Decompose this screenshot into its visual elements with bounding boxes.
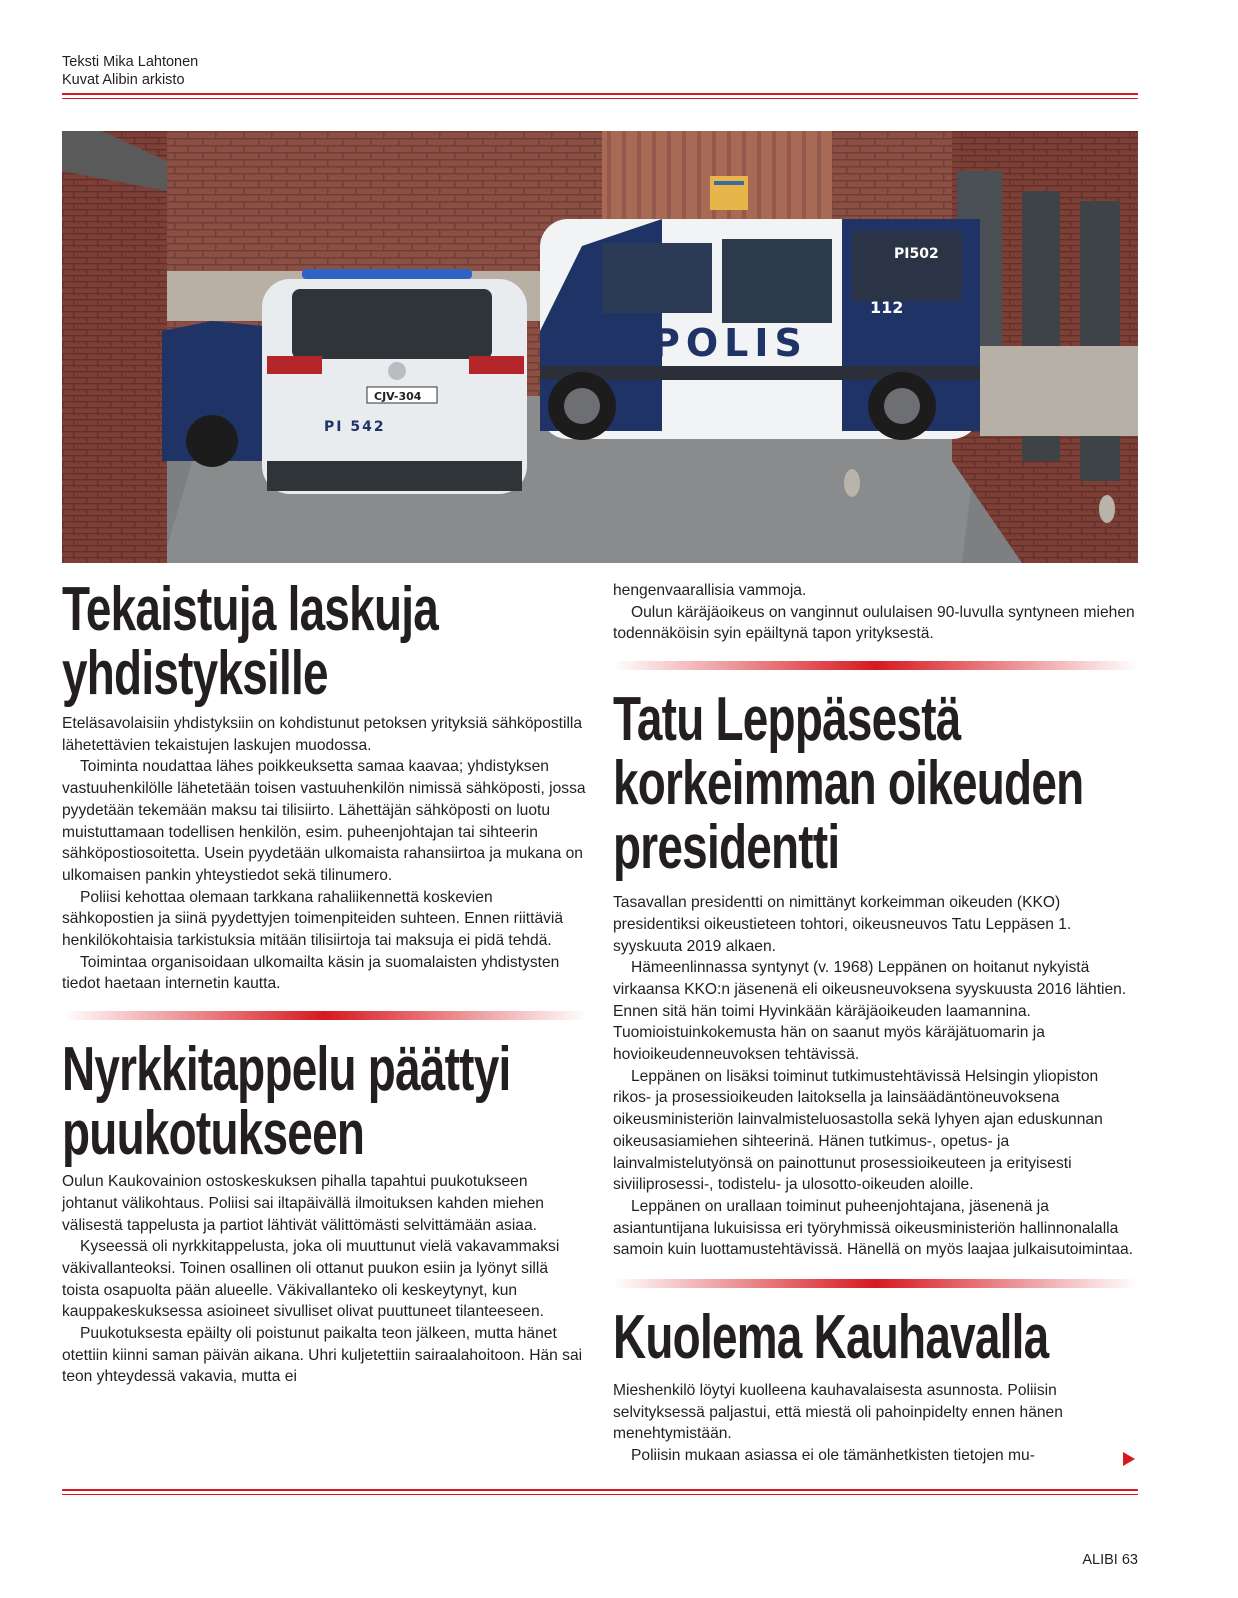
page-folio: ALIBI 63	[1082, 1552, 1138, 1568]
article-1-body	[62, 713, 587, 995]
article-2-paragraph-3-continued: hengenvaarallisia vammoja.	[613, 582, 807, 599]
article-2-paragraph-4: Oulun käräjäoikeus on vanginnut oululaisen 90-luvulla syntyneen miehen todennäköisin syin epäiltynä tapon yrityksestä.	[613, 603, 1135, 643]
article-3-title	[613, 685, 1084, 883]
article-3-body	[613, 892, 1138, 1261]
bottom-rule	[62, 1489, 1138, 1491]
article-4-title-line-1: Kuolema Kauhavalla	[613, 1303, 1049, 1373]
article-1-paragraph-1: Eteläsavolaisiin yhdistyksiin on kohdistunut petoksen yrityksiä sähköpostilla lähetettävien tekaistujen laskujen muodossa.	[62, 715, 583, 754]
article-1-paragraph-2: Toiminta noudattaa lähes poikkeuksetta samaa kaavaa; yhdistyksen vastuuhenkilölle lähetetään toisen vastuuhenkilön nimissä sähköposti, jossa pyydetään tekemään maksu tai tilisiirto. Lähettäjän sähköposti on luotu muistuttamaan todellisen henkilön, esim. puheenjohtajan tai sihteerin sähköpostiosoitetta. Usein pyydetään ulkomaista rahansiirtoa ja mukana on ulkomaisen pankin yhteystiedot sekä tilinumero.	[62, 758, 586, 884]
text-credit-label: Teksti	[62, 54, 100, 70]
top-rule-thin	[62, 98, 1138, 99]
van-text: POLIS	[652, 321, 808, 365]
car-plate: CJV-304	[374, 390, 422, 403]
article-2-paragraph-2: Kyseessä oli nyrkkitappelusta, joka oli muuttunut vielä vakavammaksi väkivallanteoksi. Toinen osallinen oli ottanut puukon esiin ja lyönyt sillä toista osapuolta pään alueelle. Väkivallanteko oli keskeytynyt, kun kauppakeskuksessa asioineet sivulliset olivat puuttuneet tilanteeseen.	[62, 1238, 560, 1321]
photo-credit	[62, 71, 198, 89]
column-left	[62, 575, 587, 1388]
photo-credit-label: Kuvat	[62, 72, 100, 88]
article-3-paragraph-2: Hämeenlinnassa syntynyt (v. 1968) Leppänen on hoitanut nykyistä virkaansa KKO:n jäsenenä eli oikeusneuvoksena syyskuusta 2016 lähtien. Ennen sitä hän toimi Hyvinkään käräjäoikeuden laamannina. Tuomioistuinkokemusta hän on saanut myös käräjätuomarin ja hovioikeudenneuvoksen tehtävissä.	[613, 959, 1127, 1064]
photo-credit-name: Alibin arkisto	[102, 72, 185, 88]
article-4-title	[613, 1303, 1049, 1373]
article-2-paragraph-3: Puukotuksesta epäilty oli poistunut paikalta teon jälkeen, mutta hänet otettiin kiinni saman päivän aikana. Uhri kuljetettiin sairaalahoitoon. Hän sai teon yhteydessä vakavia, mutta ei	[62, 1325, 583, 1386]
article-4-paragraph-2: Poliisin mukaan asiassa ei ole tämänhetkisten tietojen mu-	[631, 1447, 1035, 1465]
article-2-title	[62, 1035, 511, 1169]
article-1-paragraph-3: Poliisi kehottaa olemaan tarkkana rahaliikennettä koskevien sähkopostien ja siinä pyydettyjen toimenpiteiden suhteen. Ennen riittäviä henkilökohtaisia tarkistuksia mitään tilisiirtoja tai maksuja ei pidä tehdä.	[62, 888, 564, 950]
article-3-paragraph-1: Tasavallan presidentti on nimittänyt korkeimman oikeuden (KKO) presidentiksi oikeustieteen tohtori, oikeusneuvos Tatu Leppäsen 1. syyskuuta 2019 alkaen.	[613, 894, 1072, 955]
article-2-title-line-1: Nyrkkitappelu päättyi	[62, 1035, 511, 1105]
article-2-body-continued	[613, 580, 1138, 645]
credits	[62, 53, 198, 89]
column-right	[613, 580, 1138, 1467]
article-3-paragraph-4: Leppänen on urallaan toiminut puheenjohtajana, jäsenenä ja asiantuntijana lukuisissa eri työryhmissä oikeusministeriön hallinnonalalla samoin kuin luottamustehtävissä. Hänellä on myös laajaa julkaisutoimintaa.	[613, 1197, 1134, 1259]
van-number: PI502	[894, 246, 939, 262]
bottom-rule-thin	[62, 1494, 1138, 1495]
section-divider	[613, 1279, 1138, 1288]
article-1-title-line-1: Tekaistuja laskuja	[62, 575, 439, 644]
text-credit-name: Mika Lahtonen	[103, 54, 199, 70]
article-4-paragraph-1: Mieshenkilö löytyi kuolleena kauhavalaisesta asunnosta. Poliisin selvityksessä paljastui, että miestä oli pahoinpidelty ennen hänen menehtymistään.	[613, 1382, 1063, 1443]
article-1-title	[62, 575, 451, 708]
article-1-paragraph-4: Toimintaa organisoidaan ulkomailta käsin ja suomalaisten yhdistysten tiedot haetaan internetin kautta.	[62, 953, 560, 993]
van-emergency: 112	[870, 298, 904, 317]
article-3-title-line-2: korkeimman oikeuden	[613, 749, 1084, 819]
car-number: PI 542	[324, 419, 386, 435]
article-4-body	[613, 1380, 1138, 1467]
article-2-title-line-2: puukotukseen	[62, 1099, 365, 1169]
article-2-paragraph-1: Oulun Kaukovainion ostoskeskuksen pihalla tapahtui puukotukseen johtanut välikohtaus. Poliisi sai iltapäivällä ilmoituksen kahden miehen välisestä tappelusta ja partiot lähtivät välittömästi selvittämään asiaa.	[62, 1173, 544, 1234]
article-2-body	[62, 1171, 587, 1388]
section-divider	[62, 1011, 587, 1020]
article-3-title-line-1: Tatu Leppäsestä	[613, 685, 961, 755]
article-3-paragraph-3: Leppänen on lisäksi toiminut tutkimustehtävissä Helsingin yliopiston rikos- ja prosessioikeuden laitoksella ja lainsäädäntöneuvoksena oikeusministeriön lainvalmisteluosastolla sekä lyhyen ajan eduskunnan oikeusasiamiehen sihteerinä. Hänen tutkimus-, opetus- ja lainvalmistelutyönsä on painottunut prosessioikeuteen ja erityisesti siviiliprosessi-, todistelu- ja ulosotto-oikeuden aloille.	[613, 1067, 1103, 1194]
top-rule	[62, 93, 1138, 95]
police-cars-photo	[62, 131, 1138, 563]
text-credit	[62, 53, 198, 71]
section-divider	[613, 661, 1138, 670]
article-1-title-line-2: yhdistyksille	[62, 639, 328, 708]
article-3-title-line-3: presidentti	[613, 813, 840, 883]
continue-arrow-icon	[1123, 1452, 1135, 1466]
